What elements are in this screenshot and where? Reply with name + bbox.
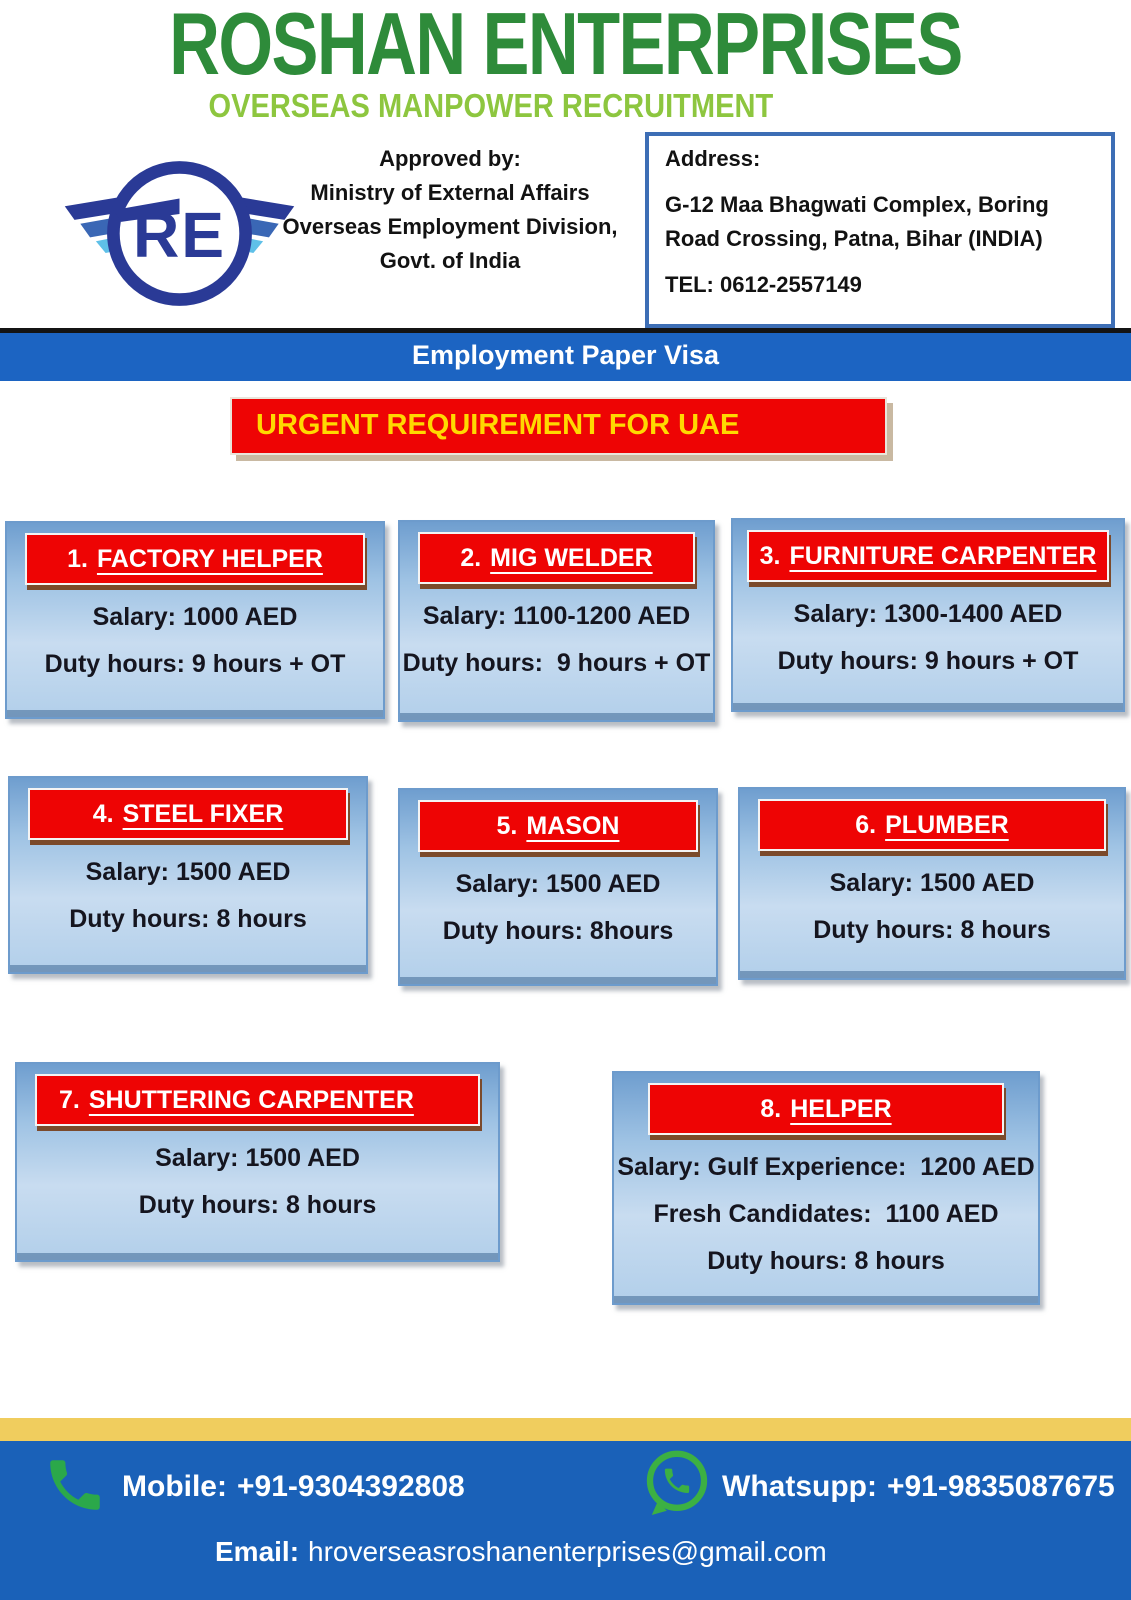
job-card xyxy=(398,520,715,722)
job-number: 4. xyxy=(92,800,114,828)
company-tagline: OVERSEAS MANPOWER RECRUITMENT xyxy=(208,87,773,124)
job-card xyxy=(738,787,1126,980)
address-line: Road Crossing, Patna, Bihar (INDIA) xyxy=(665,226,1043,251)
job-number: 5. xyxy=(496,812,518,840)
job-card xyxy=(612,1071,1040,1305)
job-card-header xyxy=(747,530,1109,582)
job-duty-hours: Duty hours: 8 hours xyxy=(138,1191,377,1219)
job-duty-hours: Duty hours: 9 hours + OT xyxy=(402,649,711,677)
email-label: Email: xyxy=(215,1536,300,1567)
whatsapp-contact xyxy=(722,1470,1115,1504)
job-number: 7. xyxy=(59,1086,80,1114)
job-card-header xyxy=(418,532,695,584)
address-line: G-12 Maa Bhagwati Complex, Boring xyxy=(665,192,1049,217)
whatsapp-label: Whatsupp: xyxy=(722,1470,877,1503)
job-title: FURNITURE CARPENTER xyxy=(789,542,1097,570)
job-title: HELPER xyxy=(790,1095,892,1123)
job-salary: Salary: Gulf Experience: 1200 AED xyxy=(617,1153,1035,1181)
job-number: 8. xyxy=(760,1095,782,1123)
job-duty-hours: Duty hours: 8hours xyxy=(442,917,674,945)
job-duty-hours: Duty hours: 9 hours + OT xyxy=(44,650,346,678)
job-salary-fresh: Fresh Candidates: 1100 AED xyxy=(653,1200,999,1228)
job-card xyxy=(731,518,1125,712)
job-title: FACTORY HELPER xyxy=(96,545,323,573)
job-salary: Salary: 1000 AED xyxy=(92,603,298,631)
footer-accent-stripe xyxy=(0,1418,1131,1441)
approved-by-line: Ministry of External Affairs xyxy=(310,180,590,205)
approved-by-line: Govt. of India xyxy=(379,248,521,273)
telephone: TEL: 0612-2557149 xyxy=(665,272,862,297)
email-contact xyxy=(215,1536,827,1568)
approved-by-line: Approved by: xyxy=(379,146,521,171)
mobile-label: Mobile: xyxy=(122,1470,227,1503)
job-duty-hours: Duty hours: 8 hours xyxy=(813,916,1051,944)
job-salary: Salary: 1500 AED xyxy=(155,1144,360,1172)
job-duty-hours: Duty hours: 8 hours xyxy=(69,905,307,933)
approved-by-block xyxy=(255,142,645,278)
job-card xyxy=(8,776,368,974)
job-number: 1. xyxy=(67,545,88,573)
logo-monogram: RE xyxy=(132,198,227,271)
visa-banner: Employment Paper Visa xyxy=(0,328,1131,381)
job-card xyxy=(398,788,718,986)
job-card-header xyxy=(28,788,348,840)
phone-handset-icon xyxy=(42,1452,108,1518)
job-card-header xyxy=(418,800,698,852)
job-card-header xyxy=(25,533,365,585)
job-title: MIG WELDER xyxy=(490,544,653,572)
whatsapp-icon xyxy=(641,1446,713,1518)
job-title: STEEL FIXER xyxy=(122,800,284,828)
job-number: 6. xyxy=(855,811,877,839)
job-salary: Salary: 1500 AED xyxy=(829,869,1035,897)
job-salary: Salary: 1300-1400 AED xyxy=(793,600,1063,628)
mobile-number: +91-9304392808 xyxy=(237,1470,465,1503)
job-salary: Salary: 1100-1200 AED xyxy=(422,602,691,630)
job-card xyxy=(5,521,385,719)
job-number: 3. xyxy=(759,542,781,570)
job-title: SHUTTERING CARPENTER xyxy=(88,1086,414,1114)
company-name: ROSHAN ENTERPRISES xyxy=(169,0,962,93)
approved-by-line: Overseas Employment Division, xyxy=(282,214,618,239)
job-card xyxy=(15,1062,500,1262)
footer-bar xyxy=(0,1441,1131,1600)
job-salary: Salary: 1500 AED xyxy=(455,870,661,898)
job-duty-hours: Duty hours: 8 hours xyxy=(707,1247,945,1275)
job-title: MASON xyxy=(526,812,620,840)
whatsapp-number: +91-9835087675 xyxy=(886,1470,1115,1503)
job-card-header xyxy=(35,1074,480,1126)
email-address: hroverseasroshanenterprises@gmail.com xyxy=(308,1536,827,1567)
urgent-requirement-heading: URGENT REQUIREMENT FOR UAE xyxy=(230,397,887,455)
job-title: PLUMBER xyxy=(885,811,1009,839)
job-salary: Salary: 1500 AED xyxy=(85,858,291,886)
address-box xyxy=(645,132,1115,328)
job-card-header xyxy=(758,799,1106,851)
job-number: 2. xyxy=(460,544,482,572)
mobile-contact xyxy=(122,1470,465,1504)
job-duty-hours: Duty hours: 9 hours + OT xyxy=(777,647,1079,675)
address-label: Address: xyxy=(665,146,761,171)
job-card-header xyxy=(648,1083,1004,1135)
